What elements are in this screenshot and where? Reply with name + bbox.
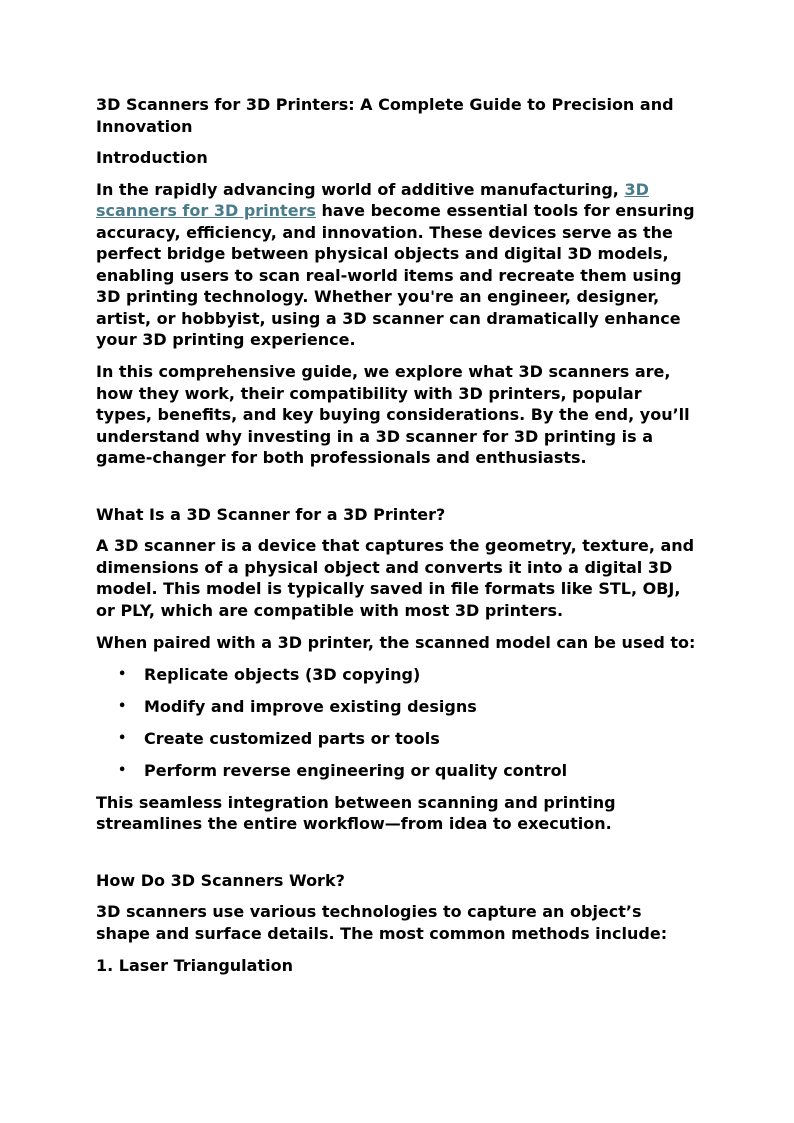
intro-text-after-link: have become essential tools for ensuring accuracy, efficiency, and innovation. These devices serve as the perfect bridge between physical objects and digital 3D models, enabling users to scan real-world items and recreate them using 3D printing technology. Whether you're an engineer, designer, artist, or hobbyist, using a 3D scanner can dramatically enhance your 3D printing experience. [96,201,695,349]
what-is-paragraph-2: When paired with a 3D printer, the scanned model can be used to: [96,632,696,652]
bullet-icon: • [118,666,127,682]
list-item [96,664,700,686]
what-is-paragraph-3: This seamless integration between scanning and printing streamlines the entire workflow—from idea to execution. [96,792,616,833]
bullet-icon: • [118,698,127,714]
document-title: 3D Scanners for 3D Printers: A Complete Guide to Precision and Innovation [96,95,674,136]
section-what-is-heading: What Is a 3D Scanner for a 3D Printer? [96,504,446,524]
intro-paragraph-2: In this comprehensive guide, we explore what 3D scanners are, how they work, their compatibility with 3D printers, popular types, benefits, and key buying considerations. By the end, you’ll understand why investing in a 3D scanner for 3D printing is a game-changer for both professionals and enthusiasts. [96,362,690,467]
list-item-text: Modify and improve existing designs [144,696,477,716]
laser-triangulation-subheading: 1. Laser Triangulation [96,955,293,975]
bullet-icon: • [118,730,127,746]
uses-list [96,664,700,782]
how-paragraph-1: 3D scanners use various technologies to capture an object’s shape and surface details. The most common methods include: [96,902,668,943]
list-item [96,728,700,750]
list-item-text: Perform reverse engineering or quality control [144,760,568,780]
list-item-text: Replicate objects (3D copying) [144,664,421,684]
list-item [96,760,700,782]
bullet-icon: • [118,762,127,778]
intro-heading: Introduction [96,148,208,167]
scanners-link[interactable]: 3D scanners for 3D printers [96,179,649,220]
section-how-heading: How Do 3D Scanners Work? [96,870,345,890]
intro-paragraph-1 [96,179,700,351]
what-is-paragraph-1: A 3D scanner is a device that captures the geometry, texture, and dimensions of a physical object and converts it into a digital 3D model. This model is typically saved in file formats like STL, OBJ, or PLY, which are compatible with most 3D printers. [96,536,695,620]
intro-text-before-link: In the rapidly advancing world of additive manufacturing, [96,179,625,199]
document-page [96,94,700,987]
list-item [96,696,700,718]
list-item-text: Create customized parts or tools [144,728,440,748]
